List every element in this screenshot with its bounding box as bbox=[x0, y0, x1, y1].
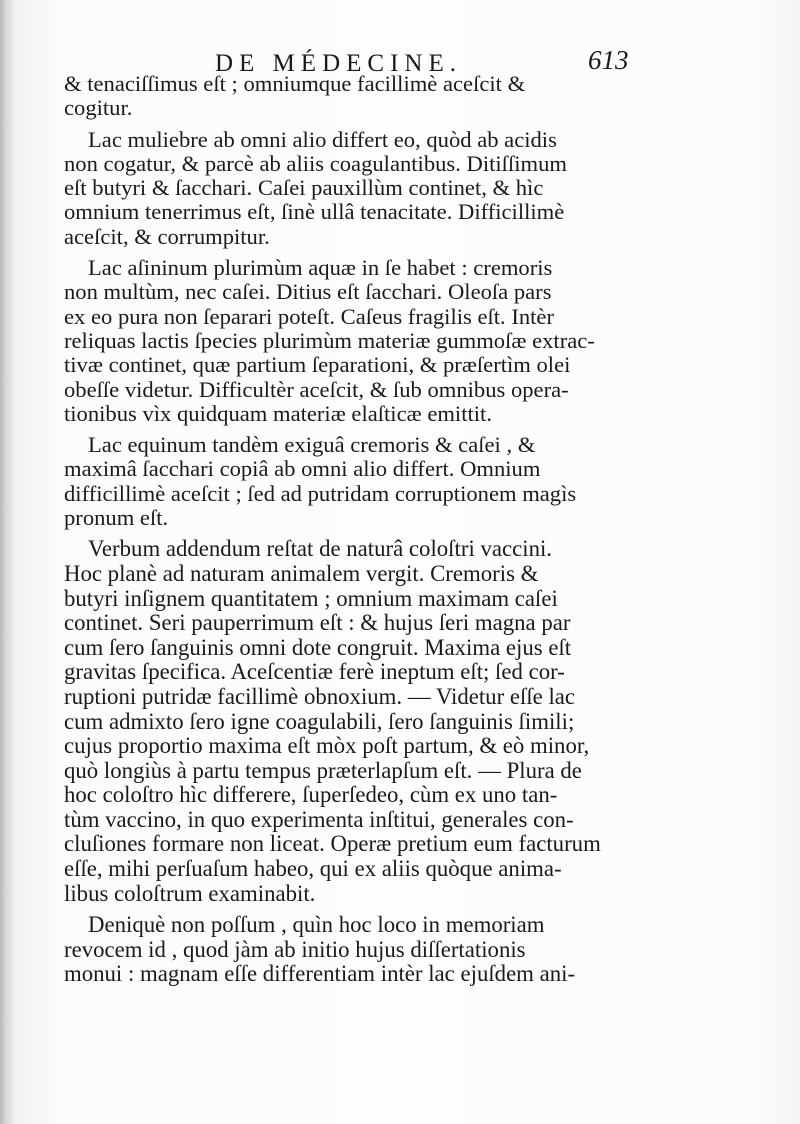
text-line: maximâ ſacchari copiâ ab omni alio differt. Omnium bbox=[64, 456, 541, 482]
text-line: tivæ continet, quæ partium ſeparationi, & præſertìm olei bbox=[64, 352, 571, 378]
text-line: libus coloſtrum examinabit. bbox=[64, 880, 316, 906]
text-line: ex eo pura non ſeparari poteſt. Caſeus fragilis eſt. Intèr bbox=[64, 303, 554, 329]
text-line: eſſe, mihi perſuaſum habeo, qui ex aliis quòque anima- bbox=[64, 856, 562, 882]
text-line: pronum eſt. bbox=[64, 505, 169, 531]
text-line: cluſiones formare non liceat. Operæ pretium eum facturum bbox=[64, 831, 601, 857]
text-line: quò longiùs à partu tempus præterlapſum eſt. — Plura de bbox=[64, 757, 582, 783]
paragraph-3 bbox=[64, 256, 664, 426]
paragraph-6 bbox=[64, 913, 664, 987]
body-text bbox=[64, 72, 664, 994]
paragraph-4 bbox=[64, 433, 664, 530]
text-line: gravitas ſpecifica. Aceſcentiæ ferè ineptum eſt; ſed cor- bbox=[64, 659, 565, 685]
paragraph-2 bbox=[64, 128, 664, 249]
text-line: cujus proportio maxima eſt mòx poſt partum, & eò minor, bbox=[64, 733, 590, 759]
text-line: monui : magnam eſſe differentiam intèr lac ejuſdem ani- bbox=[64, 961, 576, 987]
text-line: Hoc planè ad naturam animalem vergit. Cremoris & bbox=[64, 560, 539, 586]
text-line: non cogatur, & parcè ab aliis coagulantibus. Ditiſſimum bbox=[64, 150, 567, 176]
text-line: reliquas lactis ſpecies plurimùm materiæ gummoſæ extrac- bbox=[64, 327, 595, 353]
text-line: & tenaciſſimus eſt ; omniumque facillimè aceſcit & bbox=[64, 71, 526, 96]
text-line: difficillimè aceſcit ; ſed ad putridam corruptionem magìs bbox=[64, 480, 577, 506]
text-line: obeſſe videtur. Difficultèr aceſcit, & ſub omnibus opera- bbox=[64, 376, 569, 402]
text-line: continet. Seri pauperrimum eſt : & hujus ſeri magna par bbox=[64, 610, 571, 636]
text-line: tionibus vìx quidquam materiæ elaſticæ emittit. bbox=[64, 400, 492, 426]
text-line: cum ſero ſanguinis omni dote congruit. Maxima ejus eſt bbox=[64, 634, 572, 660]
paragraph-5 bbox=[64, 537, 664, 906]
text-line: eſt butyri & ſacchari. Caſei pauxillùm continet, & hìc bbox=[64, 175, 544, 201]
paragraph-1 bbox=[64, 72, 664, 121]
text-line: butyri inſignem quantitatem ; omnium maximam caſei bbox=[64, 585, 558, 611]
gutter-shadow bbox=[0, 0, 14, 1124]
page-number: 613 bbox=[588, 45, 629, 75]
text-line: non multùm, nec caſei. Ditius eſt ſacchari. Oleoſa pars bbox=[64, 279, 552, 305]
text-line: Lac aſininum plurimùm aquæ in ſe habet : cremoris bbox=[88, 255, 553, 281]
text-line: Lac muliebre ab omni alio differt eo, quòd ab acidis bbox=[88, 126, 557, 152]
text-line: Verbum addendum reſtat de naturâ coloſtri vaccini. bbox=[88, 536, 552, 562]
running-header: DE MÉDECINE. bbox=[215, 50, 462, 77]
text-line: cogitur. bbox=[64, 95, 133, 121]
text-line: Lac equinum tandèm exiguâ cremoris & caſei , & bbox=[88, 432, 536, 458]
text-line: ruptioni putridæ facillimè obnoxium. — Videtur eſſe lac bbox=[64, 683, 576, 709]
text-line: omnium tenerrimus eſt, ſinè ullâ tenacitate. Difficillimè bbox=[64, 199, 565, 225]
text-line: Deniquè non poſſum , quìn hoc loco in memoriam bbox=[88, 912, 545, 938]
text-line: hoc coloſtro hìc differere, ſuperſedeo, cùm ex uno tan- bbox=[64, 782, 558, 808]
text-line: aceſcit, & corrumpitur. bbox=[64, 223, 270, 249]
text-line: tùm vaccino, in quo experimenta inſtitui, generales con- bbox=[64, 806, 574, 832]
text-line: revocem id , quod jàm ab initio hujus diſſertationis bbox=[64, 936, 526, 962]
text-line: cum admixto ſero igne coagulabili, ſero ſanguinis ſimili; bbox=[64, 708, 575, 734]
